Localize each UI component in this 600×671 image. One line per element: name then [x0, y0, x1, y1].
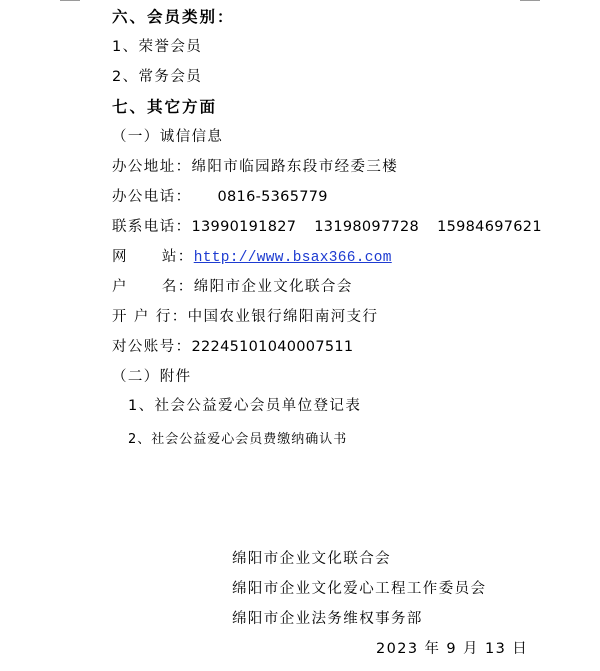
page-corner-mark-left — [60, 0, 80, 1]
office-address-value: 绵阳市临园路东段市经委三楼 — [191, 159, 399, 175]
signature-org-1: 绵阳市企业文化联合会 — [232, 551, 391, 567]
account-name-row — [112, 277, 353, 297]
office-address-row — [112, 157, 398, 177]
attachment-2: 2、社会公益爱心会员费缴纳确认书 — [128, 432, 348, 447]
contact-phone-2: 13198097728 — [314, 219, 420, 235]
website-label-a: 网 — [112, 249, 128, 265]
attachment-1: 1、社会公益爱心会员单位登记表 — [128, 398, 362, 414]
membership-type-honorary: 1、荣誉会员 — [112, 39, 203, 55]
website-row — [112, 247, 392, 268]
account-name-label-a: 户 — [112, 279, 128, 295]
bank-row — [112, 307, 378, 327]
bank-label: 开 户 行： — [112, 309, 188, 325]
account-number-row — [112, 337, 353, 357]
office-address-label: 办公地址： — [112, 159, 192, 175]
account-number-value: 22245101040007511 — [191, 339, 354, 355]
membership-type-standing: 2、常务会员 — [112, 69, 203, 85]
bank-value: 中国农业银行绵阳南河支行 — [187, 309, 379, 325]
contact-phone-row — [112, 217, 542, 237]
signature-date: 2023 年 9 月 13 日 — [376, 641, 529, 657]
website-link[interactable]: http://www.bsax366.com — [193, 250, 392, 266]
page-corner-mark-right — [520, 0, 540, 1]
office-phone-label: 办公电话： — [112, 189, 192, 205]
contact-phone-label: 联系电话： — [112, 219, 192, 235]
signature-org-3: 绵阳市企业法务维权事务部 — [232, 611, 423, 627]
website-label-b: 站： — [161, 249, 194, 265]
contact-phone-1: 13990191827 — [191, 219, 297, 235]
attachments-subtitle: （二）附件 — [112, 369, 192, 385]
account-name-value: 绵阳市企业文化联合会 — [193, 279, 353, 295]
account-number-label: 对公账号： — [112, 339, 192, 355]
section7-title: 七、其它方面 — [112, 98, 218, 116]
integrity-info-subtitle: （一）诚信信息 — [112, 129, 224, 145]
account-name-label-b: 名： — [161, 279, 194, 295]
office-phone-value: 0816-5365779 — [217, 189, 328, 205]
contact-phone-3: 15984697621 — [437, 219, 542, 235]
section6-title: 六、会员类别： — [112, 8, 235, 26]
signature-org-2: 绵阳市企业文化爱心工程工作委员会 — [232, 581, 487, 597]
office-phone-row — [112, 187, 328, 207]
